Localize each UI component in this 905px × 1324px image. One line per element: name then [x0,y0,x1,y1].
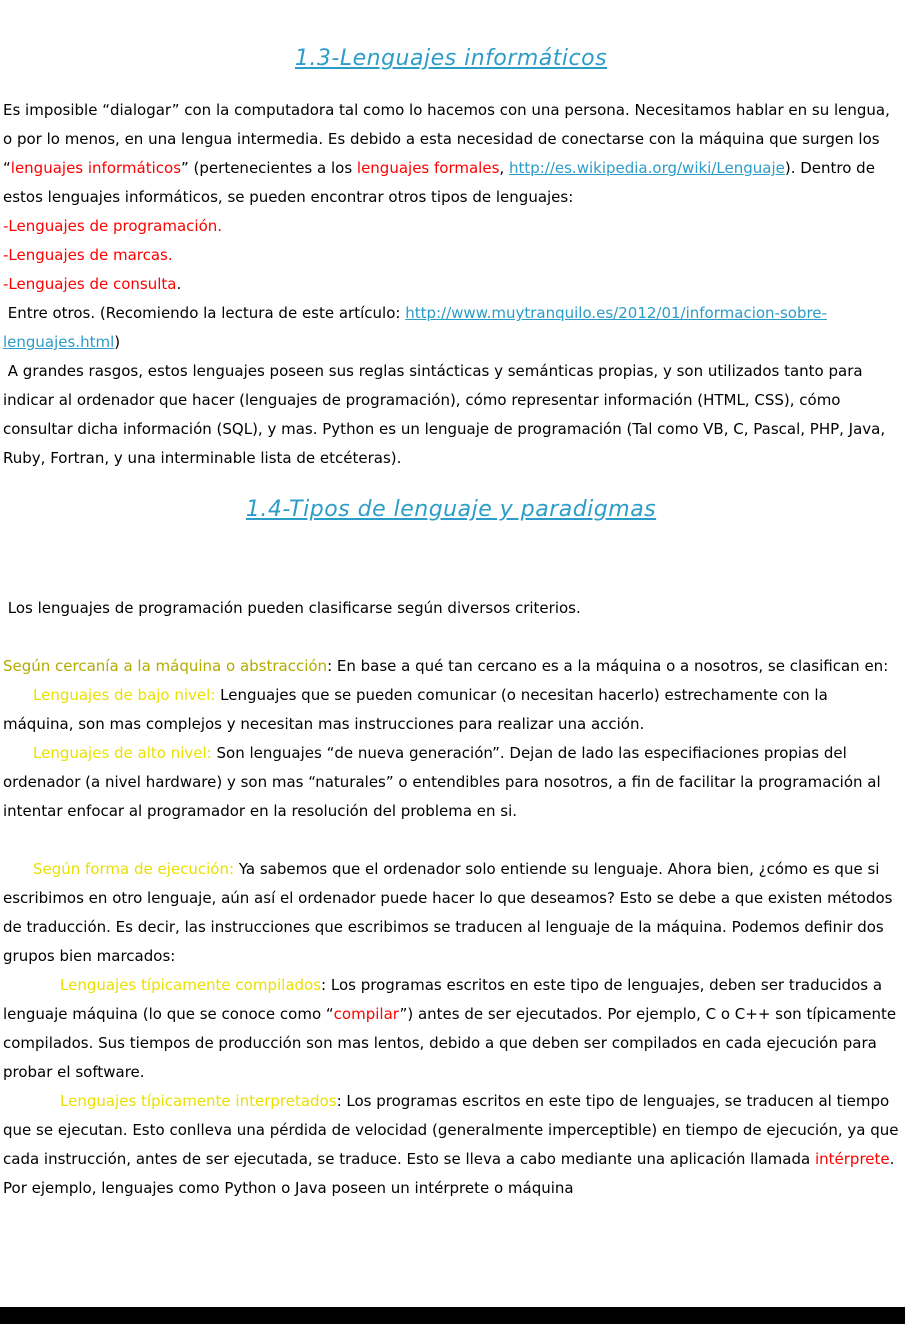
text-run: : Los programas escritos en este tipo de lenguajes, deben ser traducidos a lenguaje máquina (lo que se conoce como “ [3,976,887,1023]
paragraph [3,971,899,1087]
section-1-3 [3,44,899,74]
label-olive-text: Según cercanía a la máquina o abstracción [3,657,328,675]
hyperlink[interactable]: http://es.wikipedia.org/wiki/Lenguaje [508,159,785,177]
paragraph [3,96,899,212]
page-bottom-bar [0,1307,905,1324]
label-yellow-text: Según forma de ejecución: [33,860,239,878]
heading-text: 1.4-Tipos de lenguaje y paradigmas [245,497,657,522]
text-run: , [499,159,509,177]
highlight-red-text: intérprete [814,1150,890,1168]
text-run: Es imposible “dialogar” con la computadora tal como lo hacemos con una persona. Necesitamos hablar en su lengua, o por lo menos, en una lengua intermedia. Es debido a esta necesidad de conectarse con la máquina que surgen los “ [3,101,895,177]
paragraph [3,681,899,739]
text-run: . Por ejemplo, lenguajes como Python o Java poseen un intérprete o máquina [3,1150,900,1197]
paragraph [3,739,899,826]
section-1-4 [3,495,899,525]
text-run: ” (pertenecientes a los [181,159,357,177]
blank-line [3,623,899,652]
document-content [0,44,905,1203]
text-run: ) [114,333,121,351]
heading-text: 1.3-Lenguajes informáticos [294,46,608,71]
paragraph [3,357,899,473]
paragraph [3,855,899,971]
hyperlink[interactable]: http://www.muytranquilo.es/2012/01/informacion-sobre-lenguajes.html [3,304,827,351]
highlight-red-text: -Lenguajes de consulta [3,275,177,293]
text-run: Entre otros. (Recomiendo la lectura de este artículo: [3,304,406,322]
text-run: Ya sabemos que el ordenador solo entiende su lenguaje. Ahora bien, ¿cómo es que si escribimos en otro lenguaje, aún así el ordenador puede hacer lo que deseamos? Esto se debe a que existen métodos de traducción. Es decir, las instrucciones que escribimos se traducen al lenguaje de la máquina. Podemos definir dos grupos bien marcados: [3,860,898,965]
paragraph [3,241,899,270]
text-run: Los lenguajes de programación pueden clasificarse según diversos criterios. [3,599,581,617]
document-page [0,44,905,1324]
text-run: : Los programas escritos en este tipo de lenguajes, se traducen al tiempo que se ejecutan. Esto conlleva una pérdida de velocidad (generalmente imperceptible) en tiempo de ejecución, ya que cada instrucción, antes de ser ejecutada, se traduce. Esto se lleva a cabo mediante una aplicación llamada [3,1092,904,1168]
text-run: Lenguajes que se pueden comunicar (o necesitan hacerlo) estrechamente con la máquina, son mas complejos y necesitan mas instrucciones para realizar una acción. [3,686,833,733]
text-run: ). Dentro de estos lenguajes informáticos, se pueden encontrar otros tipos de lenguajes: [3,159,880,206]
label-yellow-text: Lenguajes típicamente interpretados [60,1092,337,1110]
blank-line [3,826,899,855]
text-run: ”) antes de ser ejecutados. Por ejemplo, C o C++ son típicamente compilados. Sus tiempos de producción son mas lentos, debido a que deben ser compilados en cada ejecución para probar el software. [3,1005,901,1081]
text-run: Son lenguajes “de nueva generación”. Dejan de lado las especifiaciones propias del ordenador (a nivel hardware) y son mas “naturales” o entendibles para nosotros, a fin de facilitar la programación al intentar enfocar al programador en la resolución del problema en si. [3,744,886,820]
label-yellow-text: Lenguajes de alto nivel: [33,744,217,762]
paragraph [3,212,899,241]
label-yellow-text: Lenguajes de bajo nivel: [33,686,221,704]
paragraph [3,1087,904,1203]
highlight-red-text: compilar [333,1005,400,1023]
highlight-red-text: -Lenguajes de marcas. [3,246,173,264]
highlight-red-text: -Lenguajes de programación. [3,217,223,235]
text-run: : En base a qué tan cercano es a la máquina o a nosotros, se clasifican en: [327,657,889,675]
highlight-red-text: lenguajes informáticos [10,159,182,177]
text-run: . [176,275,182,293]
paragraph [3,270,899,299]
label-yellow-text: Lenguajes típicamente compilados [60,976,322,994]
paragraph [3,594,899,623]
paragraph [3,652,899,681]
paragraph [3,299,899,357]
highlight-red-text: lenguajes formales [356,159,500,177]
text-run: A grandes rasgos, estos lenguajes poseen sus reglas sintácticas y semánticas propias, y son utilizados tanto para indicar al ordenador que hacer (lenguajes de programación), cómo representar información (HTML, CSS), cómo consultar dicha información (SQL), y mas. Python es un lenguaje de programación (Tal como VB, C, Pascal, PHP, Java, Ruby, Fortran, y una interminable lista de etcéteras). [3,362,890,467]
blank-line [3,565,899,594]
